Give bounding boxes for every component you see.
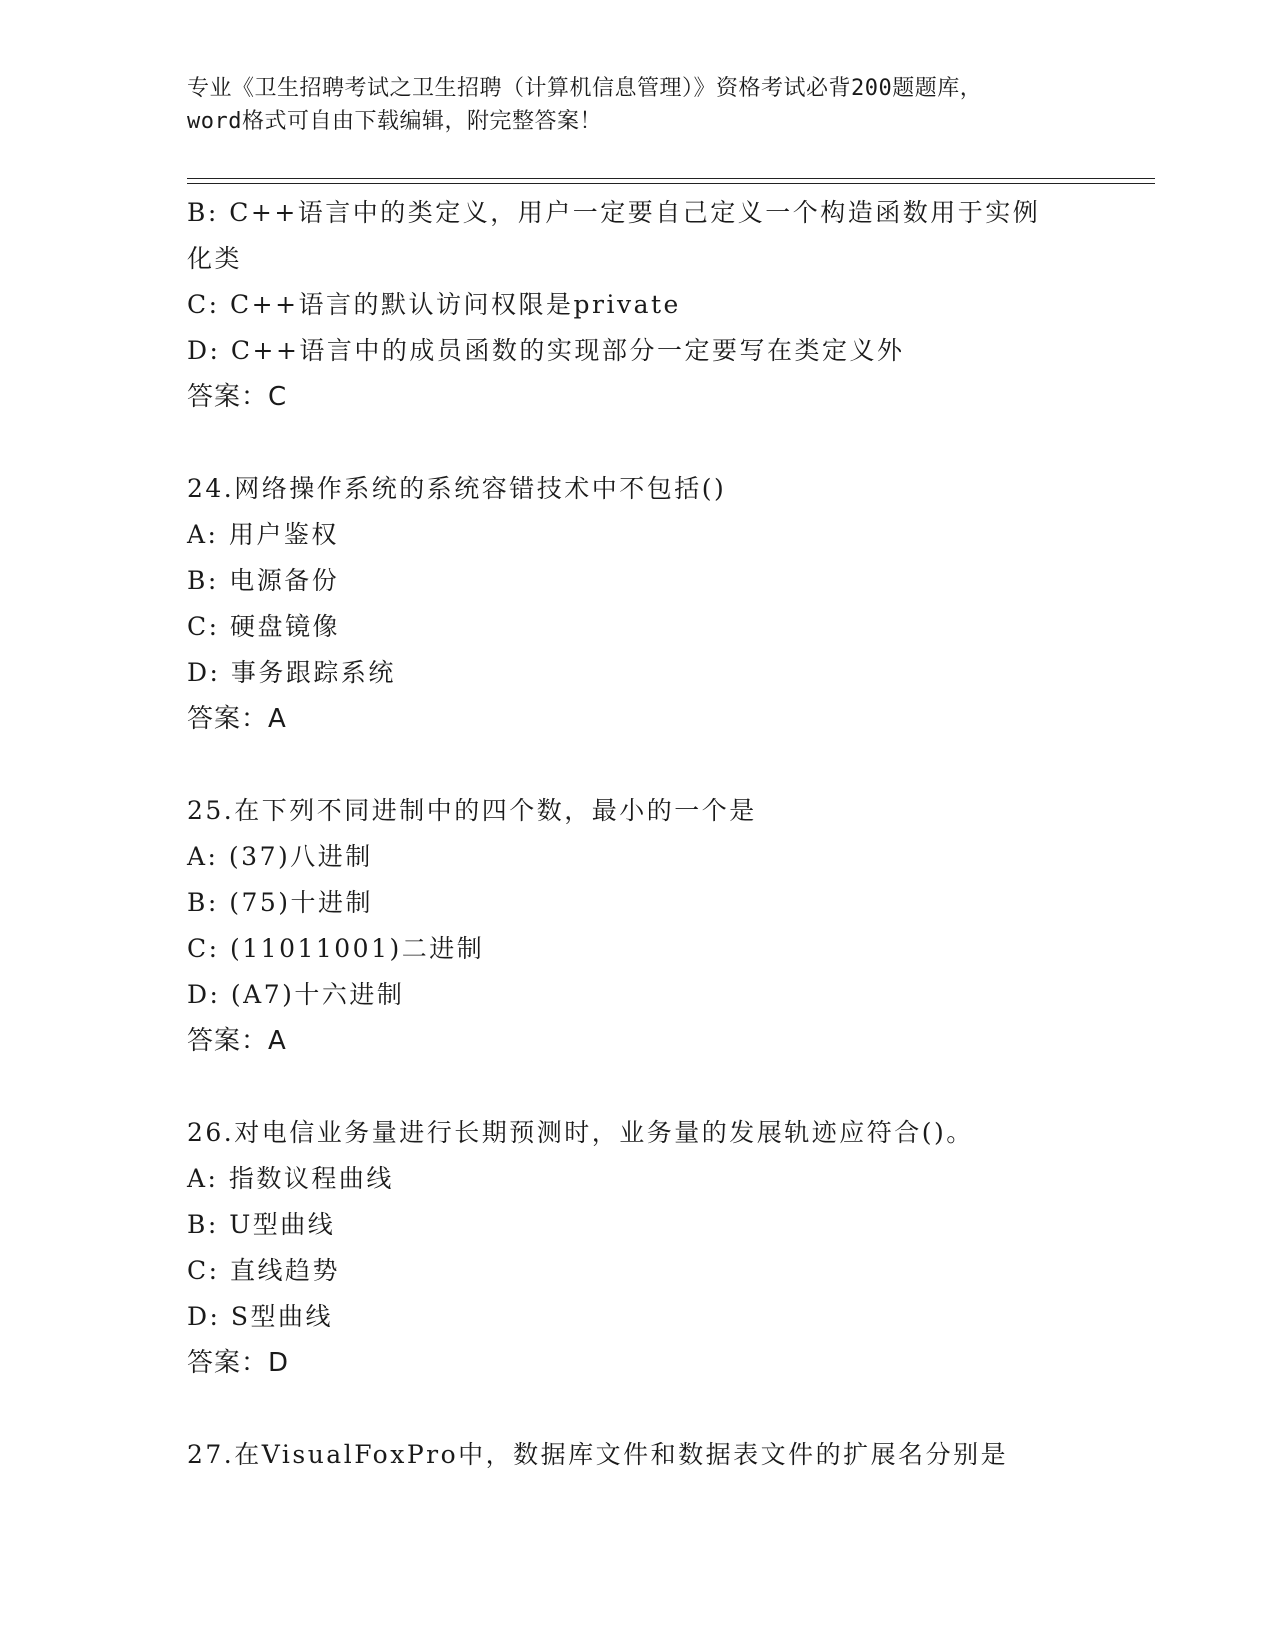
option-a: A: (37)八进制 [187,842,373,871]
option-d: D: C++语言中的成员函数的实现部分一定要写在类定义外 [187,336,905,365]
option-b: B: U型曲线 [187,1210,336,1239]
answer: 答案：A [187,1026,287,1056]
option-c: C: 硬盘镜像 [187,612,340,641]
answer: 答案：A [187,704,287,734]
answer: 答案：D [187,1348,290,1378]
option-c: C: C++语言的默认访问权限是private [187,290,681,319]
option-a: A: 指数议程曲线 [187,1164,394,1193]
question-stem: 25.在下列不同进制中的四个数，最小的一个是 [187,796,757,825]
spacer [187,742,1087,788]
spacer [187,1064,1087,1110]
option-d: D: S型曲线 [187,1302,334,1331]
question-stem: 27.在VisualFoxPro中，数据库文件和数据表文件的扩展名分别是 [187,1440,1009,1469]
question-list [187,190,1087,1478]
option-b: B: (75)十进制 [187,888,374,917]
option-d: D: (A7)十六进制 [187,980,405,1009]
answer: 答案：C [187,382,288,412]
question-23-continued [187,190,1087,420]
header-divider-top [187,178,1155,179]
option-d: D: 事务跟踪系统 [187,658,396,687]
header-divider-bottom [187,183,1155,184]
option-c: C: (11011001)二进制 [187,934,485,963]
question-stem: 24.网络操作系统的系统容错技术中不包括() [187,474,727,503]
option-b: B: 电源备份 [187,566,340,595]
question-stem: 26.对电信业务量进行长期预测时，业务量的发展轨迹应符合()。 [187,1118,974,1147]
question-24 [187,466,1087,742]
option-b: B: C++语言中的类定义，用户一定要自己定义一个构造函数用于实例 [187,198,1041,227]
question-26 [187,1110,1087,1386]
option-a: A: 用户鉴权 [187,520,339,549]
option-b-continued: 化类 [187,244,243,273]
spacer [187,420,1087,466]
question-27 [187,1432,1087,1478]
header-title-line-2: word格式可自由下载编辑，附完整答案！ [187,109,602,134]
document-header [187,72,1087,138]
question-25 [187,788,1087,1064]
spacer [187,1386,1087,1432]
header-title-line-1: 专业《卫生招聘考试之卫生招聘（计算机信息管理）》资格考试必背200题题库， [187,76,983,101]
option-c: C: 直线趋势 [187,1256,340,1285]
